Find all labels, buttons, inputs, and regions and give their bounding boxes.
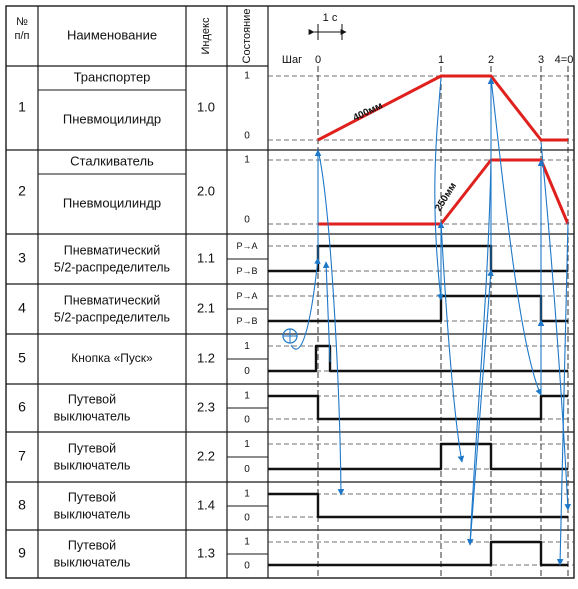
- state-label: 1: [244, 439, 250, 451]
- row-index: 2.1: [196, 300, 216, 316]
- row-index: 1.0: [196, 99, 216, 115]
- row-name-line: Путевой: [67, 490, 117, 505]
- row-name-line: выключатель: [53, 555, 131, 570]
- stroke-label-250: 250мм: [433, 180, 460, 214]
- row-index: 1.1: [196, 250, 216, 266]
- signal-trace: [268, 246, 568, 271]
- row-number: 3: [18, 249, 26, 266]
- signal-arrow: [491, 78, 541, 395]
- row-name-line: выключатель: [53, 507, 131, 522]
- row-index: 2.3: [196, 399, 216, 415]
- row-name-line: Транспортер: [73, 69, 151, 85]
- state-label: 0: [244, 560, 250, 572]
- row-name-line: Путевой: [67, 441, 117, 456]
- signal-arrow: [541, 142, 568, 510]
- row-name-line: 5/2-распределитель: [53, 260, 171, 275]
- row-name-line: Сталкиватель: [70, 153, 154, 169]
- state-label: 1: [244, 536, 250, 548]
- stroke-label-400: 400мм: [351, 100, 385, 124]
- row-name: Кнопка «Пуск»: [71, 351, 153, 366]
- state-label: 1: [244, 70, 250, 82]
- signal-trace: [268, 444, 568, 469]
- state-label: P→A: [236, 240, 258, 251]
- row-number: 7: [18, 447, 26, 464]
- row-name-line: выключатель: [53, 458, 131, 473]
- header-state: Состояние: [240, 8, 253, 64]
- row-name-line: Пневматический: [63, 243, 161, 258]
- time-scale-label: 1 с: [322, 11, 338, 24]
- row-name-line: Пневмоцилиндр: [62, 111, 162, 127]
- header-index: Индекс: [199, 17, 212, 55]
- header-number-sign: №: [16, 15, 28, 28]
- step-number: 0: [314, 53, 322, 66]
- signal-arrow: [318, 150, 341, 495]
- state-label: 0: [244, 464, 250, 476]
- step-number: 2: [487, 53, 495, 66]
- step-number: 4=0: [554, 53, 574, 66]
- cylinder-1-motion: [318, 76, 568, 140]
- signal-trace: [268, 494, 568, 517]
- row-index: 2.2: [196, 448, 216, 464]
- signal-arrow: [441, 222, 462, 462]
- state-label: P→B: [236, 265, 258, 276]
- row-name-line: Пневматический: [63, 293, 161, 308]
- state-label: 0: [244, 214, 250, 226]
- header-number-abbrev: п/п: [14, 29, 30, 42]
- row-index: 2.0: [196, 183, 216, 199]
- signal-trace: [268, 396, 568, 419]
- row-index: 1.4: [196, 497, 216, 513]
- row-index: 1.2: [196, 350, 216, 366]
- signal-arrow: [435, 78, 441, 300]
- row-number: 6: [18, 398, 26, 415]
- row-name-line: 5/2-распределитель: [53, 310, 171, 325]
- state-label: 1: [244, 390, 250, 402]
- header-name: Наименование: [66, 27, 158, 43]
- step-number: 3: [537, 53, 545, 66]
- row-number: 4: [18, 299, 26, 316]
- row-number: 5: [18, 349, 26, 366]
- signal-trace: [268, 346, 568, 371]
- row-number: 1: [18, 98, 26, 115]
- row-name-line: Путевой: [67, 538, 117, 553]
- row-number: 9: [18, 544, 26, 561]
- state-label: 1: [244, 341, 250, 353]
- state-label: P→A: [236, 290, 258, 301]
- row-name-line: выключатель: [53, 409, 131, 424]
- row-index: 1.3: [196, 545, 216, 561]
- state-label: 0: [244, 130, 250, 142]
- state-label: 0: [244, 512, 250, 524]
- row-name-line: Путевой: [67, 392, 117, 407]
- row-number: 2: [18, 182, 26, 199]
- signal-arrow: [470, 270, 491, 545]
- step-number: 1: [437, 53, 445, 66]
- step-label: Шаг: [281, 53, 303, 66]
- row-number: 8: [18, 496, 26, 513]
- signal-trace: [268, 542, 568, 565]
- state-label: 1: [244, 488, 250, 500]
- state-label: 0: [244, 414, 250, 426]
- signal-arrow: [470, 160, 491, 545]
- row-name-line: Пневмоцилиндр: [62, 195, 162, 211]
- state-label: P→B: [236, 315, 258, 326]
- state-label: 1: [244, 154, 250, 166]
- state-label: 0: [244, 366, 250, 378]
